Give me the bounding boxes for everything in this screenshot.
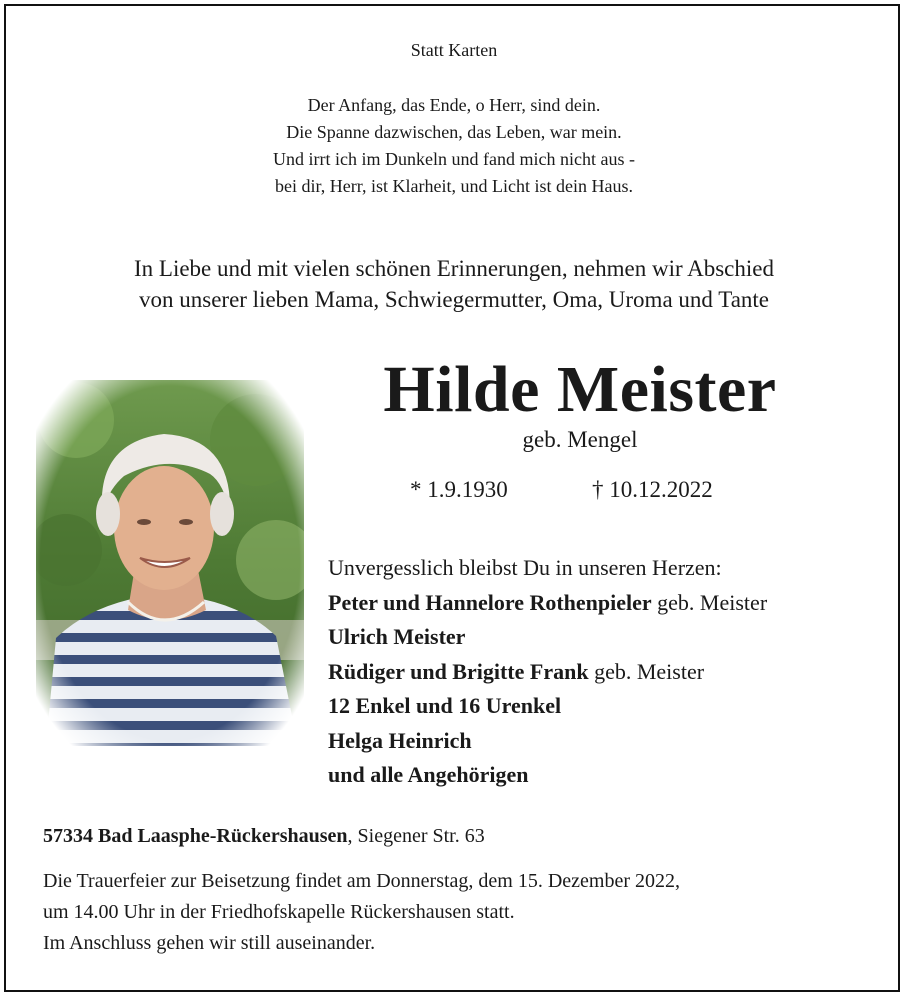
funeral-service-info bbox=[43, 866, 680, 928]
mourners-list bbox=[328, 551, 767, 793]
service-line: um 14.00 Uhr in der Friedhofskapelle Rückershausen statt. bbox=[43, 901, 515, 923]
poem-line: bei dir, Herr, ist Klarheit, und Licht ist dein Haus. bbox=[275, 176, 633, 196]
closing-note: Im Anschluss gehen wir still auseinander. bbox=[43, 932, 376, 954]
family-address: 57334 Bad Laasphe-Rückershausen, Siegener Str. 63 bbox=[43, 825, 485, 847]
statt-karten-heading: Statt Karten bbox=[410, 40, 498, 60]
mourners-intro: Unvergesslich bleibst Du in unseren Herzen: bbox=[328, 555, 722, 580]
farewell-line: In Liebe und mit vielen schönen Erinnerungen, nehmen wir Abschied bbox=[134, 256, 774, 281]
mourner-entry: Ulrich Meister bbox=[328, 624, 466, 649]
poem-line: Die Spanne dazwischen, das Leben, war mein. bbox=[286, 122, 622, 142]
mourner-entry: und alle Angehörigen bbox=[328, 762, 529, 787]
birth-name: geb. Mengel bbox=[522, 427, 638, 452]
poem bbox=[0, 92, 908, 200]
death-date: † 10.12.2022 bbox=[592, 477, 713, 502]
farewell-text bbox=[0, 253, 908, 315]
mourner-entry: 12 Enkel und 16 Urenkel bbox=[328, 693, 562, 718]
mourner-entry: Rüdiger und Brigitte Frank geb. Meister bbox=[328, 658, 705, 684]
birth-date: * 1.9.1930 bbox=[410, 477, 508, 502]
mourner-entry: Helga Heinrich bbox=[328, 727, 472, 753]
farewell-line: von unserer lieben Mama, Schwiegermutter, Oma, Uroma und Tante bbox=[139, 287, 769, 312]
deceased-name: Hilde Meister bbox=[383, 353, 777, 426]
portrait-photo bbox=[36, 380, 304, 746]
poem-line: Der Anfang, das Ende, o Herr, sind dein. bbox=[307, 95, 601, 115]
poem-line: Und irrt ich im Dunkeln und fand mich nicht aus - bbox=[273, 149, 635, 169]
service-line: Die Trauerfeier zur Beisetzung findet am Donnerstag, dem 15. Dezember 2022, bbox=[43, 870, 681, 892]
mourner-entry: Peter und Hannelore Rothenpieler geb. Meister bbox=[328, 589, 768, 615]
